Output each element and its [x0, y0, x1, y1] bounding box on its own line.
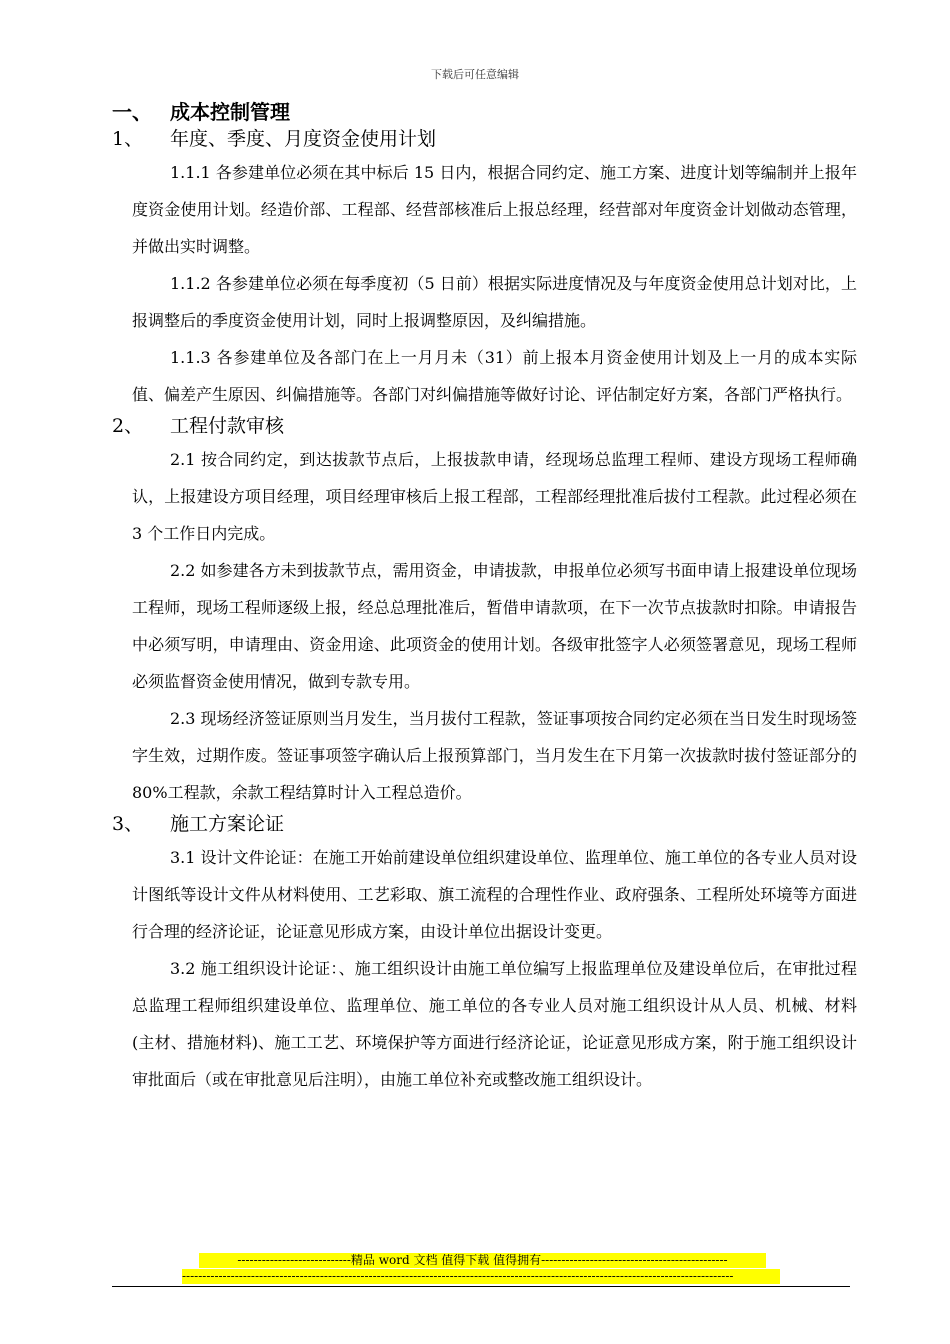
footer-banner-line1: ----------------------------精品 word 文档 值得下载 值得拥有---------------------------------------------- — [199, 1253, 766, 1268]
paragraph-3-1: 3.1 设计文件论证：在施工开始前建设单位组织建设单位、监理单位、施工单位的各专业人员对设计图纸等设计文件从材料使用、工艺彩取、旗工流程的合理性作业、政府强条、工程所处环境等方面进行合理的经济论证，论证意见形成方案，由设计单位出据设计变更。 — [132, 848, 857, 941]
subsection-heading-3 — [112, 811, 857, 839]
subsection-heading-2 — [112, 413, 857, 441]
paragraph-2-2: 2.2 如参建各方未到拔款节点，需用资金，申请拔款，申报单位必须写书面申请上报建设单位现场工程师，现场工程师逐级上报，经总总理批准后，暂借申请款项，在下一次节点拔款时扣除。申请报告中必须写明，申请理由、资金用途、此项资金的使用计划。各级审批签字人必须签署意见，现场工程师必须监督资金使用情况，做到专款专用。 — [132, 561, 857, 691]
paragraph-2-3: 2.3 现场经济签证原则当月发生，当月拔付工程款，签证事项按合同约定必须在当日发生时现场签字生效，过期作废。签证事项签字确认后上报预算部门，当月发生在下月第一次拔款时拔付签证部分的 80%工程款，余款工程结算时计入工程总造价。 — [132, 709, 857, 802]
paragraph-1-1-1: 1.1.1 各参建单位必须在其中标后 15 日内，根据合同约定、施工方案、进度计划等编制并上报年度资金使用计划。经造价部、工程部、经营部核准后上报总经理，经营部对年度资金计划做动态管理，并做出实时调整。 — [132, 163, 857, 256]
footer-divider — [112, 1286, 850, 1287]
paragraph-2-1: 2.1 按合同约定，到达拔款节点后，上报拔款申请，经现场总监理工程师、建设方现场工程师确认，上报建设方项目经理，项目经理审核后上报工程部，工程部经理批准后拔付工程款。此过程必须在 3 个工作日内完成。 — [132, 450, 857, 543]
footer-banner-line2: ---------------------------------------------------------------------------------------------------------------------------------------- — [182, 1269, 780, 1284]
paragraph-1-1-2: 1.1.2 各参建单位必须在每季度初（5 日前）根据实际进度情况及与年度资金使用总计划对比，上报调整后的季度资金使用计划，同时上报调整原因，及纠编措施。 — [132, 274, 857, 330]
subsection-number: 3、 — [112, 813, 144, 835]
section-title: 成本控制管理 — [170, 100, 290, 124]
section-number: 一、 — [112, 100, 152, 124]
paragraph-1-1-3: 1.1.3 各参建单位及各部门在上一月月未（31）前上报本月资金使用计划及上一月的成本实际值、偏差产生原因、纠偏措施等。各部门对纠偏措施等做好讨论、评估制定好方案，各部门严格执行。 — [132, 348, 857, 404]
header-note: 下载后可任意编辑 — [431, 68, 519, 81]
subsection-title: 年度、季度、月度资金使用计划 — [170, 128, 437, 150]
subsection-number: 2、 — [112, 415, 144, 437]
subsection-number: 1、 — [112, 128, 144, 150]
subsection-title: 施工方案论证 — [170, 813, 285, 835]
section-heading — [112, 98, 857, 126]
subsection-heading-1 — [112, 126, 857, 154]
subsection-title: 工程付款审核 — [170, 415, 285, 437]
paragraph-3-2: 3.2 施工组织设计论证：、施工组织设计由施工单位编写上报监理单位及建设单位后，在审批过程总监理工程师组织建设单位、监理单位、施工单位的各专业人员对施工组织设计从人员、机械、材料(主材、措施材料)、施工工艺、环境保护等方面进行经济论证，论证意见形成方案，附于施工组织设计审批面后（或在审批意见后注明），由施工单位补充或整改施工组织设计。 — [132, 959, 857, 1089]
document-body — [112, 98, 857, 1098]
